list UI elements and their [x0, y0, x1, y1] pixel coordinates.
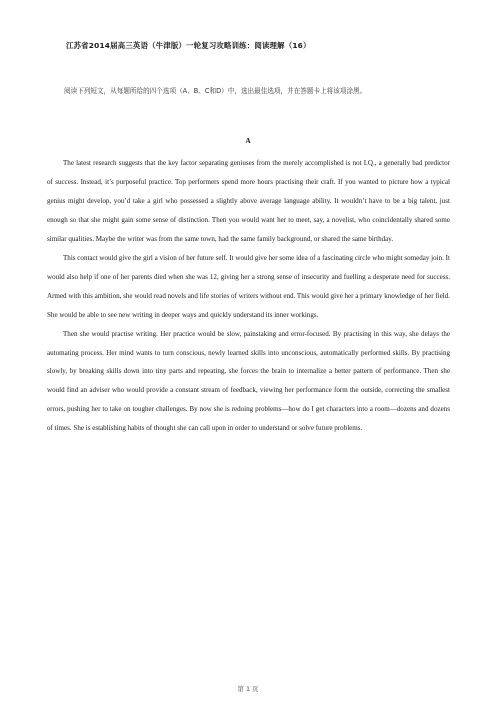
document-title: 江苏省2014届高三英语（牛津版）一轮复习攻略训练：阅读理解（16） — [66, 41, 311, 50]
paragraph-2: This contact would give the girl a vision of her future self. It would give her some idea of a fascinating circle who might someday join. It would also help if one of her parents died when she was 12, giving her a strong sense of insecurity and fuelling a desperate need for success. Armed with this ambition, she would read novels and life stories of writers without end. This would give her a primary knowledge of her field. She would be able to see new writing in deeper ways and quickly understand its inner workings. — [47, 253, 450, 319]
instructions-text: 阅读下列短文，从每题所给的四个选项（A、B、C和D）中，选出最佳选项，并在答题卡上将该项涂黑。 — [64, 87, 367, 95]
paragraph-1: The latest research suggests that the key factor separating geniuses from the merely accomplished is not I.Q., a generally bad predictor of success. Instead, it’s purposeful practice. Top performers spend more hours practising their craft. If you wanted to picture how a typical genius might develop, you’d take a girl who possessed a slightly above average language ability. It wouldn’t have to be a big talent, just enough so that she might gain some sense of distinction. Then you would want her to meet, say, a novelist, who coincidentally shared some similar qualities. Maybe the writer was from the same town, had the same family background, or shared the same birthday. — [47, 159, 450, 243]
paragraph-3: Then she would practise writing. Her practice would be slow, painstaking and error-focused. By practising in this way, she delays the automating process. Her mind wants to turn conscious, newly learned skills into unconscious, automatically performed skills. By practising slowly, by breaking skills down into tiny parts and repeating, she forces the brain to internalize a better pattern of performance. Then she would find an adviser who would provide a constant stream of feedback, viewing her performance form the outside, correcting the smallest errors, pushing her to take on tougher challenges. By now she is redoing problems—how do I get characters into a room—dozens and dozens of times. She is establishing habits of thought she can call upon in order to understand or solve future problems. — [47, 329, 450, 433]
passage-body — [47, 154, 450, 438]
page-number: 第 1 页 — [237, 685, 259, 693]
section-label: A — [245, 136, 251, 145]
